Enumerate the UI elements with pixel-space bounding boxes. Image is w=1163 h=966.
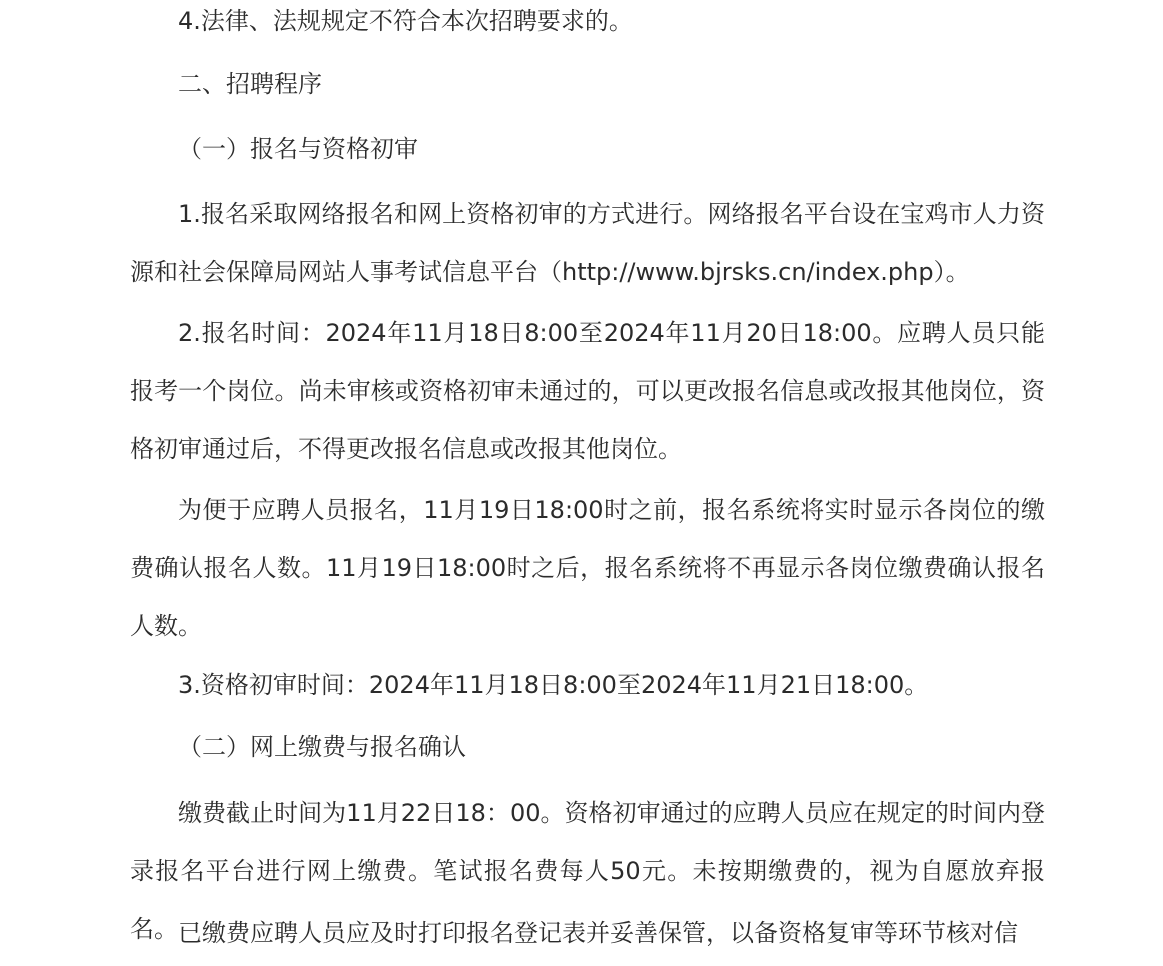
paragraph-registration-count-display: 为便于应聘人员报名，11月19日18:00时之前，报名系统将实时显示各岗位的缴费确认报名人数。11月19日18:00时之后，报名系统将不再显示各岗位缴费确认报名人数。 — [130, 496, 1045, 640]
subheading-payment-confirmation: （二）网上缴费与报名确认 — [178, 733, 466, 761]
paragraph-review-time: 3.资格初审时间：2024年11月18日8:00至2024年11月21日18:00。 — [178, 671, 929, 699]
subheading-registration-review: （一）报名与资格初审 — [178, 135, 418, 163]
heading-recruitment-procedure: 二、招聘程序 — [178, 70, 322, 98]
paragraph-print-registration-form: 已缴费应聘人员应及时打印报名登记表并妥善保管，以备资格复审等环节核对信 — [178, 919, 1018, 947]
paragraph-registration-time: 2.报名时间：2024年11月18日8:00至2024年11月20日18:00。应聘人员只能报考一个岗位。尚未审核或资格初审未通过的，可以更改报名信息或改报其他岗位，资格初审通过后，不得更改报名信息或改报其他岗位。 — [130, 319, 1045, 463]
paragraph-payment-deadline: 缴费截止时间为11月22日18：00。资格初审通过的应聘人员应在规定的时间内登录报名平台进行网上缴费。笔试报名费每人50元。未按期缴费的，视为自愿放弃报名。 — [130, 799, 1045, 943]
paragraph-registration-method: 1.报名采取网络报名和网上资格初审的方式进行。网络报名平台设在宝鸡市人力资源和社会保障局网站人事考试信息平台（http://www.bjrsks.cn/index.php）。 — [130, 200, 1045, 286]
paragraph-disqualification-item-4: 4.法律、法规规定不符合本次招聘要求的。 — [178, 7, 633, 35]
